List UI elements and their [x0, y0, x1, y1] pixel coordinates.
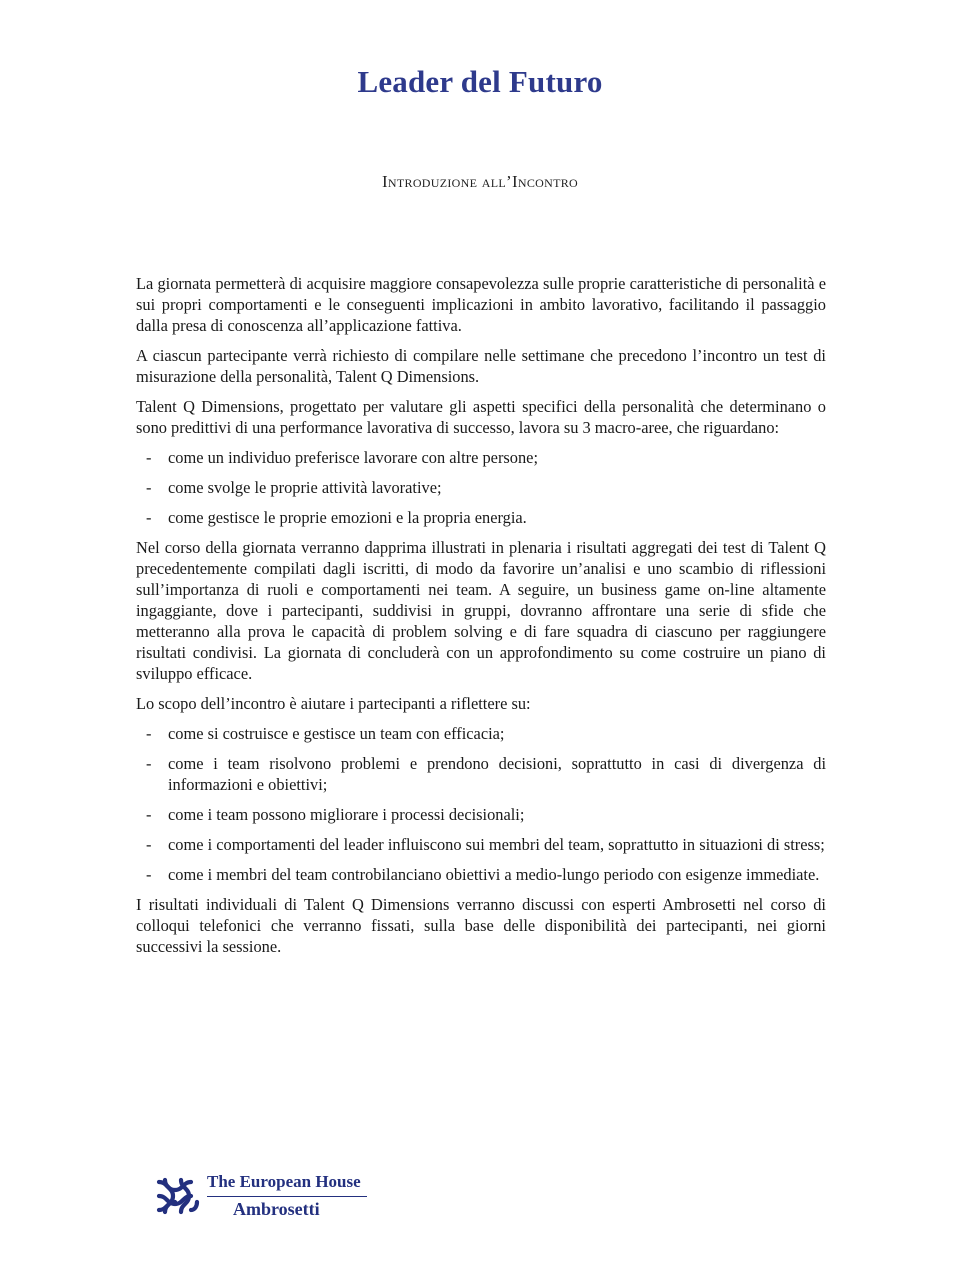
list-item-text: come i comportamenti del leader influiscono sui membri del team, soprattutto in situazioni di stress;	[168, 835, 825, 854]
bullet-dash: -	[146, 754, 152, 773]
list-item	[136, 804, 826, 825]
logo-divider	[207, 1196, 367, 1197]
bullet-dash: -	[146, 724, 152, 743]
paragraph-results: I risultati individuali di Talent Q Dimensions verranno discussi con esperti Ambrosetti nel corso di colloqui telefonici che verranno fissati, sulla base delle disponibilità dei partecipanti, nei giorni successivi la sessione.	[136, 895, 826, 956]
section-subtitle: Introduzione all’Incontro	[381, 172, 579, 191]
scope-list	[136, 723, 826, 885]
macro-areas-list	[136, 447, 826, 528]
paragraph-test: A ciascun partecipante verrà richiesto di compilare nelle settimane che precedono l’incontro un test di misurazione della personalità, Talent Q Dimensions.	[136, 346, 826, 386]
logo-line-1: The European House	[207, 1172, 361, 1191]
list-item-text: come i team possono migliorare i processi decisionali;	[168, 805, 525, 824]
list-item	[136, 834, 826, 855]
list-item	[136, 507, 826, 528]
list-item-text: come i team risolvono problemi e prendono decisioni, soprattutto in casi di divergenza di informazioni e obiettivi;	[168, 754, 826, 794]
paragraph-talent-q: Talent Q Dimensions, progettato per valutare gli aspetti specifici della personalità che determinano o sono predittivi di una performance lavorativa di successo, lavora su 3 macro-aree, che riguardano:	[136, 397, 826, 437]
paragraph-scope: Lo scopo dell’incontro è aiutare i partecipanti a riflettere su:	[136, 694, 531, 713]
list-item-text: come i membri del team controbilanciano obiettivi a medio-lungo periodo con esigenze immediate.	[168, 865, 820, 884]
logo-line-2: Ambrosetti	[233, 1199, 320, 1219]
list-item	[136, 864, 826, 885]
list-item	[136, 447, 826, 468]
list-item	[136, 723, 826, 744]
page-title: Leader del Futuro	[357, 64, 603, 99]
bullet-dash: -	[146, 448, 152, 467]
company-logo	[155, 1172, 375, 1222]
bullet-dash: -	[146, 478, 152, 497]
list-item	[136, 753, 826, 795]
list-item-text: come si costruisce e gestisce un team con efficacia;	[168, 724, 505, 743]
bullet-dash: -	[146, 835, 152, 854]
ambrosetti-logo-icon	[155, 1176, 201, 1216]
paragraph-intro: La giornata permetterà di acquisire maggiore consapevolezza sulle proprie caratteristiche di personalità e sui propri comportamenti e le conseguenti implicazioni in ambito lavorativo, facilitando il passaggio dalla presa di conoscenza all’applicazione fattiva.	[136, 274, 826, 335]
bullet-dash: -	[146, 865, 152, 884]
paragraph-day-program: Nel corso della giornata verranno dapprima illustrati in plenaria i risultati aggregati dei test di Talent Q precedentemente compilati dagli iscritti, di modo da favorire un’analisi e uno scambio di riflessioni sull’importanza di ruoli e comportamenti nei team. A seguire, un business game on-line altamente ingaggiante, dove i partecipanti, suddivisi in gruppi, dovranno affrontare una serie di sfide che metteranno alla prova le capacità di problem solving e di fare squadra di ciascuno per raggiungere risultati condivisi. La giornata di concluderà con un approfondimento su come costruire un piano di sviluppo efficace.	[136, 538, 826, 683]
bullet-dash: -	[146, 805, 152, 824]
list-item-text: come un individuo preferisce lavorare con altre persone;	[168, 448, 538, 467]
list-item-text: come svolge le proprie attività lavorative;	[168, 478, 442, 497]
list-item-text: come gestisce le proprie emozioni e la propria energia.	[168, 508, 527, 527]
list-item	[136, 477, 826, 498]
document-body	[136, 273, 826, 966]
bullet-dash: -	[146, 508, 152, 527]
